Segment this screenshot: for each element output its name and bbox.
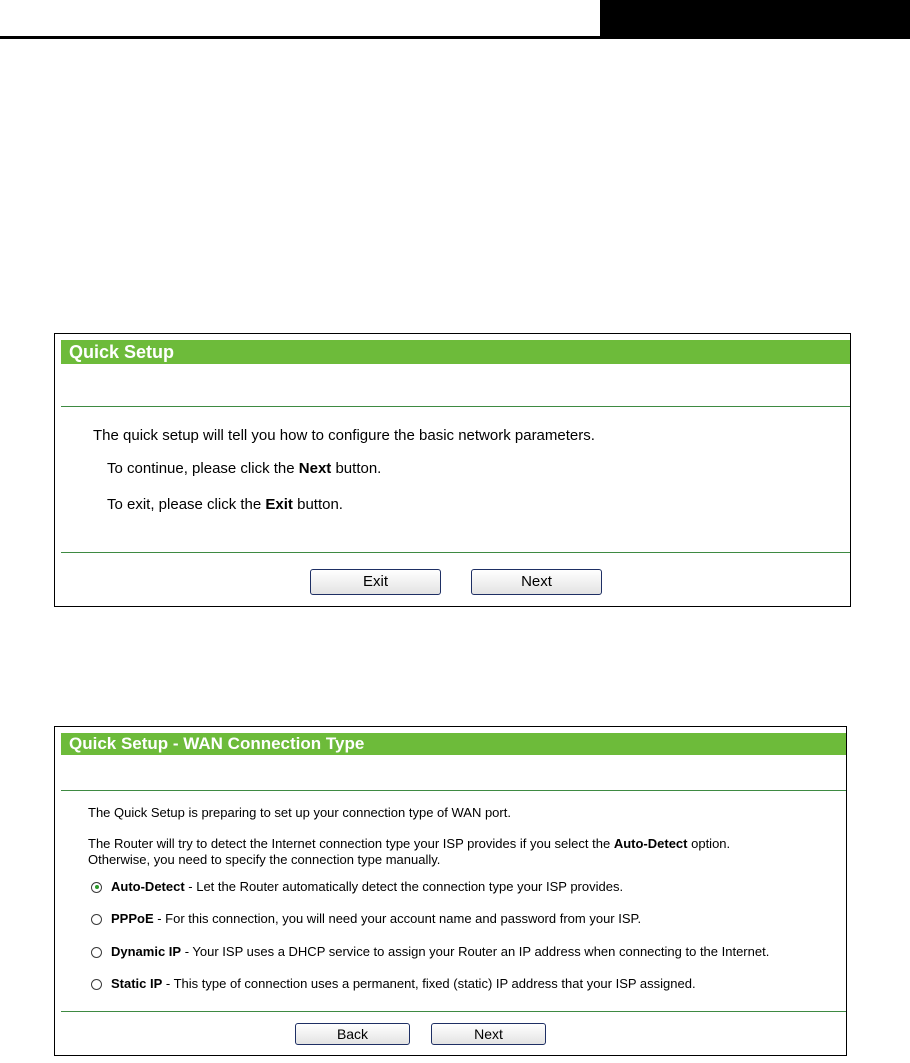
divider: [61, 790, 846, 791]
detect-text: The Router will try to detect the Internet connection type your ISP provides if you select the Auto-Detect option.: [88, 836, 731, 851]
exit-button[interactable]: Exit: [310, 569, 441, 595]
next-button[interactable]: Next: [471, 569, 602, 595]
header-rule: [0, 36, 910, 39]
option-pppoe[interactable]: PPPoE - For this connection, you will need your account name and password from your ISP.: [91, 910, 641, 928]
option-static-ip[interactable]: Static IP - This type of connection uses a permanent, fixed (static) IP address that your ISP assigned.: [91, 975, 696, 993]
radio-button[interactable]: [91, 914, 102, 925]
divider: [61, 406, 850, 407]
option-dynamic-ip[interactable]: Dynamic IP - Your ISP uses a DHCP service to assign your Router an IP address when connecting to the Internet.: [91, 943, 769, 961]
radio-button[interactable]: [91, 882, 102, 893]
radio-button[interactable]: [91, 979, 102, 990]
exit-instruction: To exit, please click the Exit button.: [107, 496, 343, 513]
next-button[interactable]: Next: [431, 1023, 546, 1045]
divider: [61, 552, 850, 553]
continue-instruction: To continue, please click the Next button.: [107, 460, 382, 477]
intro-text: The Quick Setup is preparing to set up your connection type of WAN port.: [88, 805, 511, 820]
intro-text: The quick setup will tell you how to configure the basic network parameters.: [93, 427, 595, 444]
back-button[interactable]: Back: [295, 1023, 410, 1045]
panel-title: Quick Setup - WAN Connection Type: [61, 733, 846, 755]
wan-connection-type-panel: [54, 726, 847, 1056]
header-block: [600, 0, 910, 39]
panel-title: Quick Setup: [61, 340, 850, 364]
option-auto-detect[interactable]: Auto-Detect - Let the Router automatically detect the connection type your ISP provides.: [91, 878, 623, 896]
otherwise-text: Otherwise, you need to specify the connection type manually.: [88, 852, 441, 867]
radio-button[interactable]: [91, 947, 102, 958]
quick-setup-panel: [54, 333, 851, 607]
divider: [61, 1011, 846, 1012]
